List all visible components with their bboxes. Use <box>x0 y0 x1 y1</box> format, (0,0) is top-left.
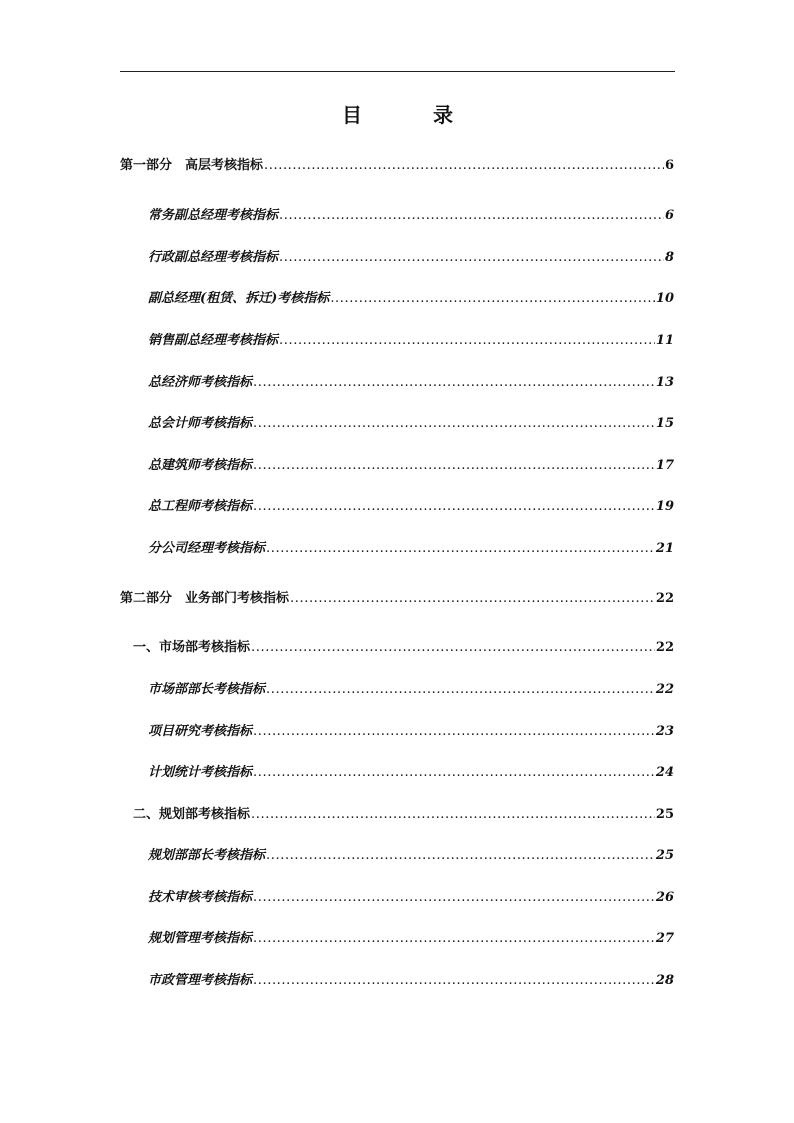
toc-leader-dots <box>253 457 655 475</box>
toc-page-number: 15 <box>655 416 674 431</box>
toc-entry-label: 规划部部长考核指标 <box>148 848 266 863</box>
toc-entry-label: 一、市场部考核指标 <box>133 640 251 655</box>
toc-entry[interactable] <box>148 764 674 782</box>
toc-leader-dots <box>279 249 664 267</box>
toc-leader-dots <box>266 681 655 699</box>
toc-page-number: 10 <box>655 291 674 306</box>
toc-entry-label: 分公司经理考核指标 <box>148 541 266 556</box>
toc-leader-dots <box>253 764 655 782</box>
toc-entry-label: 项目研究考核指标 <box>148 724 253 739</box>
toc-entry[interactable] <box>148 207 674 225</box>
toc-page-number: 22 <box>655 682 674 697</box>
toc-entry-label: 市政管理考核指标 <box>148 973 253 988</box>
toc-entry[interactable] <box>148 540 674 558</box>
toc-entry-label: 规划管理考核指标 <box>148 931 253 946</box>
toc-page-number: 22 <box>655 591 674 606</box>
toc-leader-dots <box>279 332 655 350</box>
toc-leader-dots <box>253 415 655 433</box>
toc-page-number: 24 <box>655 765 674 780</box>
toc-entry-label: 总经济师考核指标 <box>148 375 253 390</box>
toc-page-number: 19 <box>655 499 674 514</box>
toc-page-number: 27 <box>655 931 674 946</box>
toc-leader-dots <box>253 930 655 948</box>
toc-title: 目 录 <box>342 103 485 127</box>
toc-entry-label: 常务副总经理考核指标 <box>148 208 279 223</box>
toc-entry-label: 副总经理(租赁、拆迁)考核指标 <box>148 291 330 306</box>
toc-page-number: 25 <box>655 848 674 863</box>
toc-entry-label: 总会计师考核指标 <box>148 416 253 431</box>
toc-page-number: 22 <box>655 640 674 655</box>
toc-entry[interactable] <box>148 498 674 516</box>
toc-leader-dots <box>279 207 664 225</box>
toc-page-number: 28 <box>655 973 674 988</box>
toc-leader-dots <box>253 723 655 741</box>
toc-entry[interactable] <box>148 723 674 741</box>
toc-entry-label: 销售副总经理考核指标 <box>148 333 279 348</box>
toc-entry[interactable] <box>120 157 674 175</box>
toc-leader-dots <box>253 972 655 990</box>
toc-leader-dots <box>253 889 655 907</box>
toc-leader-dots <box>253 498 655 516</box>
toc-entry[interactable] <box>148 972 674 990</box>
toc-page-number: 6 <box>664 158 674 173</box>
toc-page-number: 23 <box>655 724 674 739</box>
toc-leader-dots <box>330 290 655 308</box>
toc-entry[interactable] <box>148 847 674 865</box>
toc-entry-label: 总建筑师考核指标 <box>148 458 253 473</box>
toc-leader-dots <box>253 374 655 392</box>
toc-entry[interactable] <box>133 639 674 657</box>
toc-page-number: 8 <box>664 250 674 265</box>
toc-page-number: 26 <box>655 890 674 905</box>
toc-leader-dots <box>264 157 664 175</box>
toc-entry[interactable] <box>148 889 674 907</box>
toc-page-number: 25 <box>655 807 674 822</box>
toc-entry[interactable] <box>148 415 674 433</box>
toc-entry[interactable] <box>148 249 674 267</box>
toc-entry-label: 二、规划部考核指标 <box>133 807 251 822</box>
toc-entry-label: 第一部分 高层考核指标 <box>120 158 264 173</box>
toc-entry[interactable] <box>148 930 674 948</box>
toc-entry-label: 总工程师考核指标 <box>148 499 253 514</box>
toc-leader-dots <box>266 847 655 865</box>
toc-leader-dots <box>290 590 655 608</box>
toc-entry[interactable] <box>133 806 674 824</box>
toc-entry-label: 市场部部长考核指标 <box>148 682 266 697</box>
toc-entry[interactable] <box>148 681 674 699</box>
toc-entry[interactable] <box>148 457 674 475</box>
toc-entry[interactable] <box>148 332 674 350</box>
toc-page-number: 21 <box>655 541 674 556</box>
toc-entry-label: 计划统计考核指标 <box>148 765 253 780</box>
toc-page-number: 6 <box>664 208 674 223</box>
toc-entry-label: 行政副总经理考核指标 <box>148 250 279 265</box>
toc-page-number: 11 <box>655 333 674 348</box>
toc-page-number: 17 <box>655 458 674 473</box>
toc-entry[interactable] <box>120 590 674 608</box>
toc-entry[interactable] <box>148 290 674 308</box>
toc-entry-label: 第二部分 业务部门考核指标 <box>120 591 290 606</box>
toc-leader-dots <box>266 540 655 558</box>
toc-entry[interactable] <box>148 374 674 392</box>
toc-page-number: 13 <box>655 375 674 390</box>
toc-entry-label: 技术审核考核指标 <box>148 890 253 905</box>
toc-leader-dots <box>251 639 655 657</box>
toc-leader-dots <box>251 806 655 824</box>
